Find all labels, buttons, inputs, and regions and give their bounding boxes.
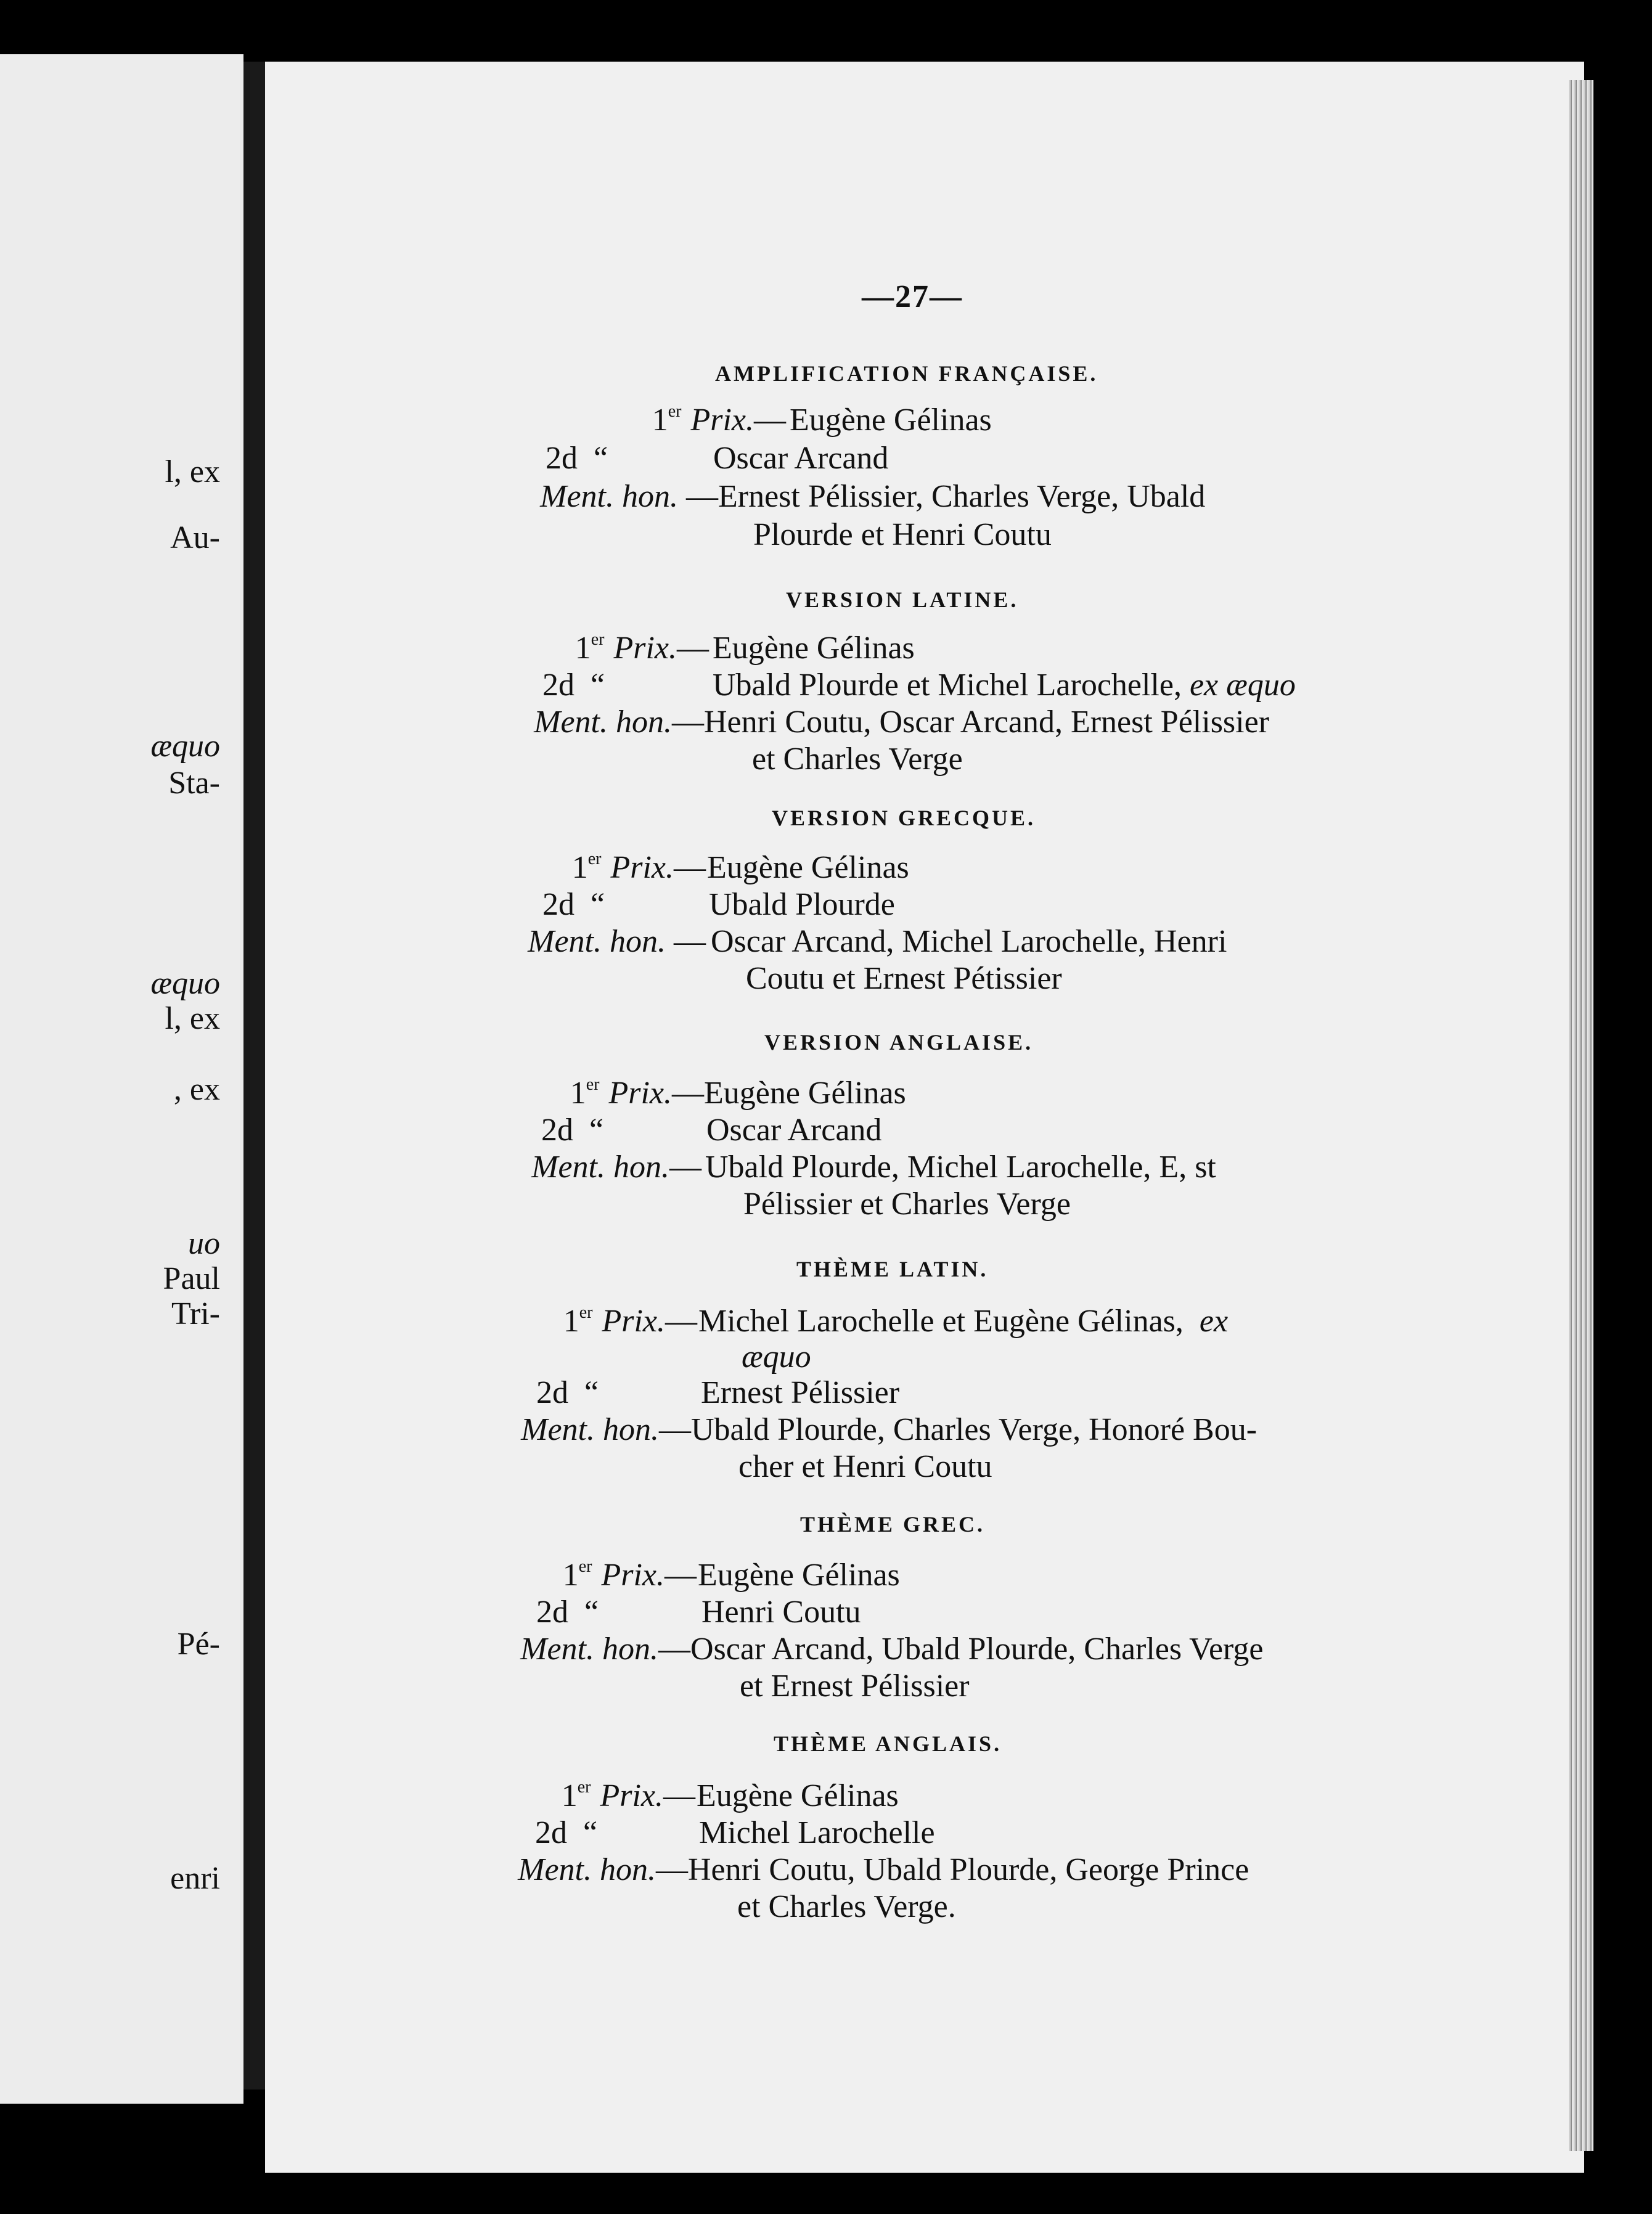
left-fragment: , ex	[173, 1072, 220, 1107]
mention-continuation: et Charles Verge	[752, 741, 963, 777]
mention-continuation: et Charles Verge.	[737, 1889, 956, 1924]
prize-continuation: æquo	[742, 1339, 811, 1375]
book-gutter	[243, 62, 268, 2089]
mention-continuation: et Ernest Pélissier	[740, 1669, 970, 1704]
left-fragment: l, ex	[165, 1001, 220, 1036]
section-title: THÈME GREC.	[800, 1512, 986, 1537]
left-fragment: enri	[170, 1861, 220, 1896]
section-title: THÈME ANGLAIS.	[774, 1731, 1002, 1756]
left-fragment: uo	[188, 1226, 220, 1261]
page-number: —27—	[862, 279, 963, 314]
left-fragment: Sta-	[168, 766, 220, 801]
left-fragment: æquo	[150, 966, 220, 1001]
left-fragment: Au-	[170, 520, 220, 555]
section-title: VERSION GRECQUE.	[772, 806, 1036, 830]
section-title: AMPLIFICATION FRANÇAISE.	[715, 361, 1098, 386]
left-page	[0, 54, 243, 2104]
mention-continuation: Plourde et Henri Coutu	[753, 517, 1052, 552]
section-title: VERSION ANGLAISE.	[764, 1030, 1034, 1055]
left-fragment: æquo	[150, 729, 220, 764]
left-fragment: l, ex	[165, 454, 220, 489]
section-title: VERSION LATINE.	[786, 587, 1019, 612]
mention-continuation: Coutu et Ernest Pétissier	[746, 961, 1062, 996]
mention-continuation: Pélissier et Charles Verge	[743, 1187, 1071, 1222]
left-fragment: Paul	[163, 1261, 220, 1296]
page-edge	[1569, 80, 1593, 2151]
section-title: THÈME LATIN.	[796, 1257, 989, 1281]
left-fragment: Tri-	[171, 1296, 220, 1331]
mention-continuation: cher et Henri Coutu	[738, 1449, 992, 1484]
left-fragment: Pé-	[177, 1627, 220, 1662]
